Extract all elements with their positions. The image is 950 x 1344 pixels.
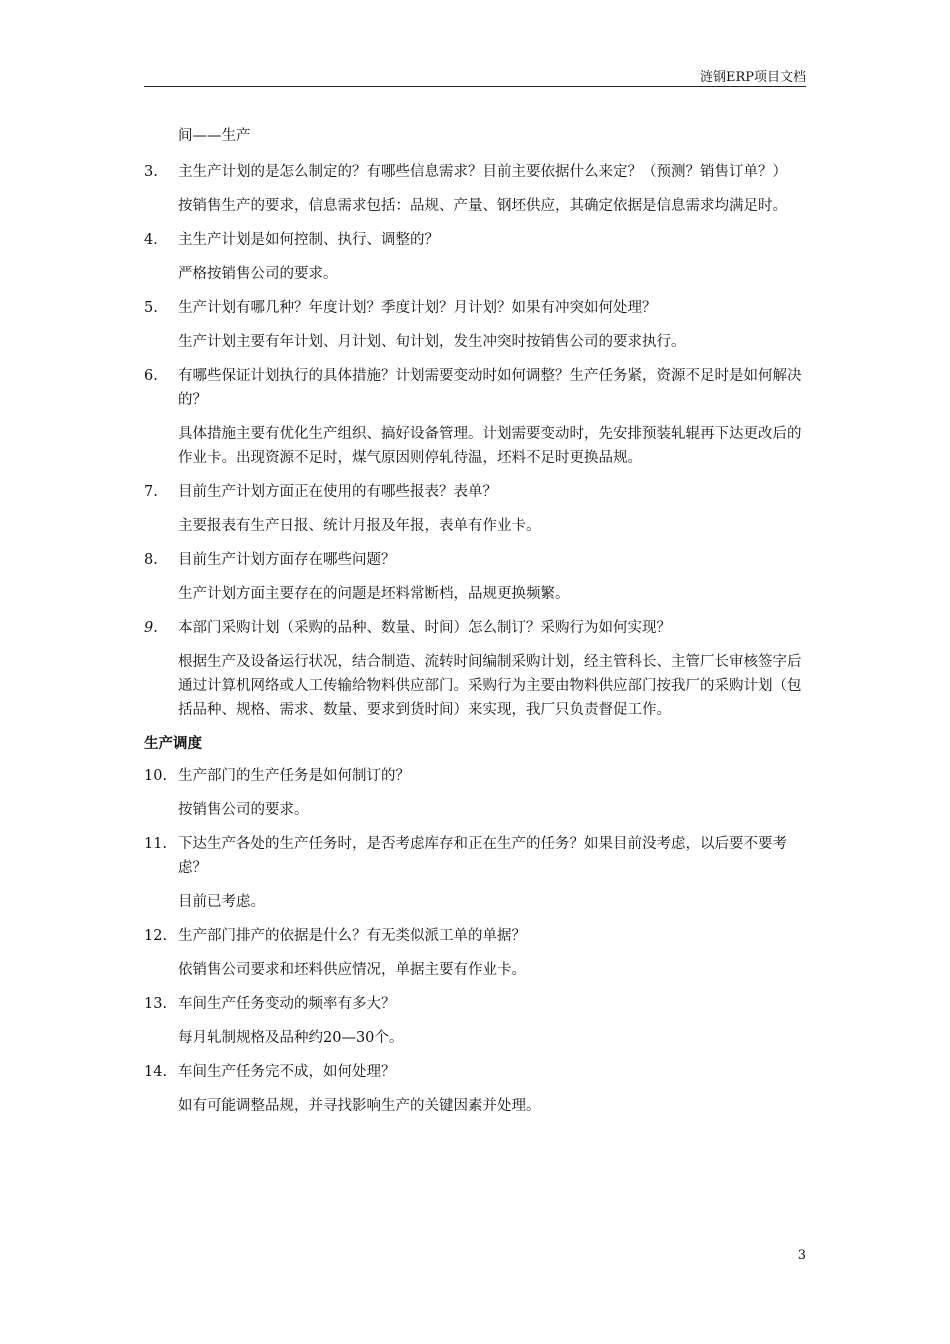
- question-item: [144, 296, 806, 320]
- question-item: [144, 364, 806, 412]
- question-item: [144, 160, 806, 184]
- header-title: 涟钢ERP项目文档: [699, 70, 806, 85]
- question-number: 5.: [144, 300, 158, 316]
- answer-text: 具体措施主要有优化生产组织、搞好设备管理。计划需要变动时，先安排预装轧辊再下达更改后的作业卡。出现资源不足时，煤气原因则停轧待温，坯料不足时更换品规。: [178, 426, 802, 466]
- answer-text: 依销售公司要求和坯料供应情况，单据主要有作业卡。: [178, 962, 526, 978]
- answer-text: 按销售生产的要求，信息需求包括：品规、产量、钢坯供应，其确定依据是信息需求均满足时。: [178, 198, 787, 214]
- question-text: 生产部门排产的依据是什么？有无类似派工单的单据？: [178, 928, 526, 944]
- question-number: 11.: [144, 836, 168, 852]
- document-body: [144, 124, 806, 1128]
- question-item: [144, 1060, 806, 1084]
- question-number: 4.: [144, 232, 158, 248]
- question-text: 目前生产计划方面正在使用的有哪些报表？表单？: [178, 484, 497, 500]
- question-item: [144, 228, 806, 252]
- page-header: [144, 64, 806, 87]
- answer-text: 主要报表有生产日报、统计月报及年报，表单有作业卡。: [178, 518, 541, 534]
- question-item: [144, 764, 806, 788]
- question-item: [144, 548, 806, 572]
- question-list-scheduling: [144, 764, 806, 1118]
- question-number: 12.: [144, 928, 168, 944]
- answer-text: 按销售公司的要求。: [178, 802, 309, 818]
- answer-text: 生产计划方面主要存在的问题是坯料常断档，品规更换频繁。: [178, 586, 570, 602]
- answer-text: 目前已考虑。: [178, 894, 265, 910]
- question-number: 9.: [144, 620, 158, 636]
- question-text: 下达生产各处的生产任务时，是否考虑库存和正在生产的任务？如果目前没考虑，以后要不要考虑？: [178, 836, 787, 876]
- answer-text: 每月轧制规格及品种约20—30个。: [178, 1030, 404, 1046]
- question-item: [144, 616, 806, 640]
- answer-text: 如有可能调整品规，并寻找影响生产的关键因素并处理。: [178, 1098, 541, 1114]
- question-item: [144, 480, 806, 504]
- question-text: 本部门采购计划（采购的品种、数量、时间）怎么制订？采购行为如何实现？: [178, 620, 671, 636]
- answer-text: 生产计划主要有年计划、月计划、旬计划，发生冲突时按销售公司的要求执行。: [178, 334, 686, 350]
- question-number: 3.: [144, 164, 158, 180]
- question-text: 有哪些保证计划执行的具体措施？计划需要变动时如何调整？生产任务紧，资源不足时是如何解决的？: [178, 368, 802, 408]
- answer-text: 根据生产及设备运行状况，结合制造、流转时间编制采购计划，经主管科长、主管厂长审核签字后通过计算机网络或人工传输给物料供应部门。采购行为主要由物料供应部门按我厂的采购计划（包括品种、规格、需求、数量、要求到货时间）来实现，我厂只负责督促工作。: [178, 654, 802, 718]
- question-list-planning: [144, 160, 806, 722]
- continuation-text: 间——生产: [178, 128, 251, 144]
- question-number: 10.: [144, 768, 168, 784]
- question-number: 7.: [144, 484, 158, 500]
- section-title: 生产调度: [144, 735, 202, 752]
- question-text: 目前生产计划方面存在哪些问题？: [178, 552, 396, 568]
- question-number: 14.: [144, 1064, 168, 1080]
- question-number: 13.: [144, 996, 168, 1012]
- question-text: 车间生产任务完不成，如何处理？: [178, 1064, 396, 1080]
- page-number: 3: [797, 1248, 806, 1263]
- question-text: 主生产计划的是怎么制定的？有哪些信息需求？目前主要依据什么来定？（预测？销售订单？）: [178, 164, 787, 180]
- question-item: [144, 832, 806, 880]
- answer-text: 严格按销售公司的要求。: [178, 266, 338, 282]
- question-number: 6.: [144, 368, 158, 384]
- question-text: 主生产计划是如何控制、执行、调整的？: [178, 232, 439, 248]
- question-text: 生产部门的生产任务是如何制订的？: [178, 768, 410, 784]
- question-item: [144, 992, 806, 1016]
- question-text: 生产计划有哪几种？年度计划？季度计划？月计划？如果有冲突如何处理？: [178, 300, 657, 316]
- question-text: 车间生产任务变动的频率有多大？: [178, 996, 396, 1012]
- question-number: 8.: [144, 552, 158, 568]
- question-item: [144, 924, 806, 948]
